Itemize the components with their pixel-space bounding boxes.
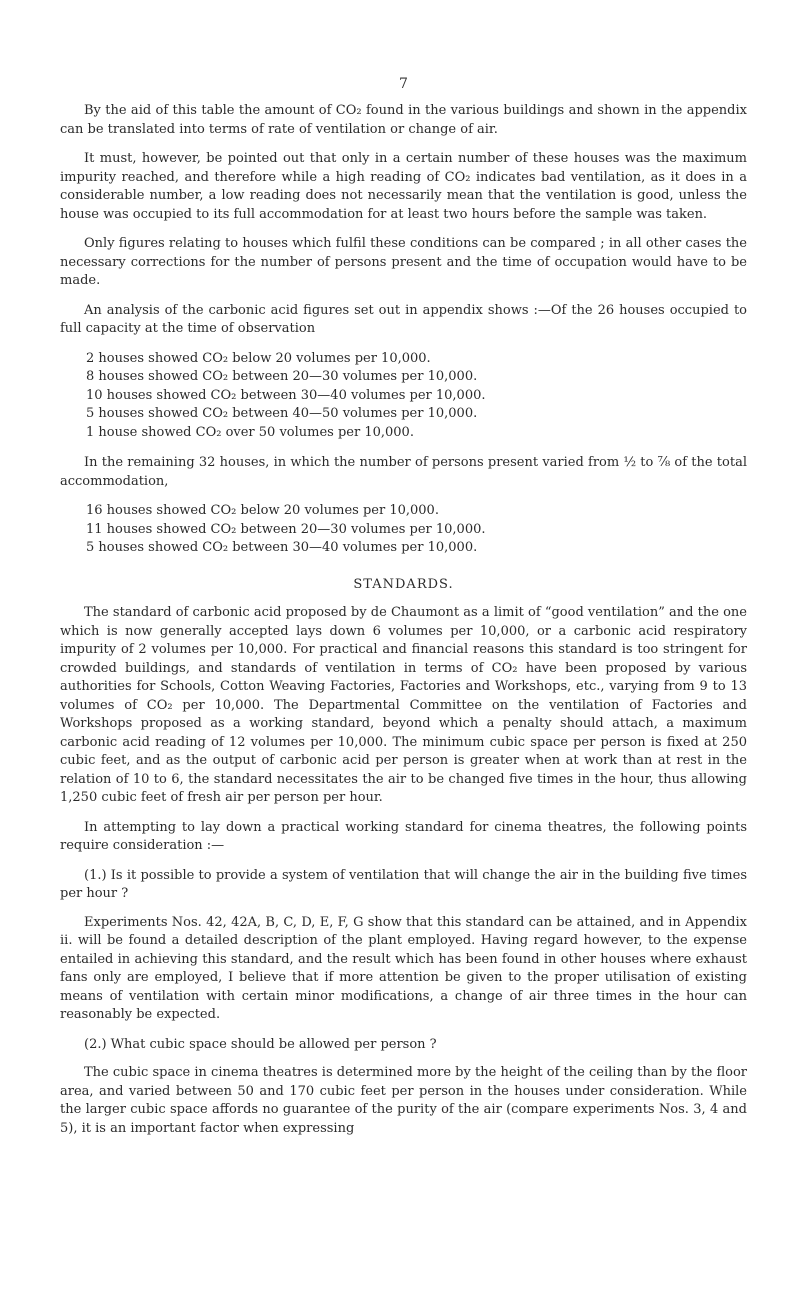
paragraph-cubic-space: The cubic space in cinema theatres is determined more by the height of the ceiling than by the floor area, and varied between 50 and 170 cubic feet per person in the houses under consideration. While the larger cubic space affords no guarantee of the purity of the air (compare experiments Nos. 3, 4 and 5), it is an important factor when expressing <box>60 1065 747 1136</box>
paragraph-working-standard-intro: In attempting to lay down a practical working standard for cinema theatres, the following points require consideration :— <box>60 819 747 853</box>
page-body <box>60 102 747 1149</box>
paragraph-table-translation: By the aid of this table the amount of CO₂ found in the various buildings and shown in the appendix can be translated into terms of rate of ventilation or change of air. <box>60 103 747 137</box>
list-item: 5 houses showed CO₂ between 40—50 volumes per 10,000. <box>86 406 478 421</box>
paragraph-remaining-houses: In the remaining 32 houses, in which the number of persons present varied from ½ to ⅞ of the total accommodation, <box>60 455 747 489</box>
paragraph-analysis-intro: An analysis of the carbonic acid figures set out in appendix shows :—Of the 26 houses occupied to full capacity at the time of observation <box>60 302 747 336</box>
list-item: 1 house showed CO₂ over 50 volumes per 10,000. <box>86 424 414 440</box>
list-item: 5 houses showed CO₂ between 30—40 volumes per 10,000. <box>86 540 478 555</box>
partial-capacity-results-list <box>86 502 747 558</box>
list-item: 8 houses showed CO₂ between 20—30 volumes per 10,000. <box>86 369 478 384</box>
document-page <box>60 0 747 1302</box>
paragraph-maximum-impurity: It must, however, be pointed out that only in a certain number of these houses was the maximum impurity reached, and therefore while a high reading of CO₂ indicates bad ventilation, as it does in a considerable number, a low reading does not necessarily mean that the ventilation is good, unless the house was occupied to its full accommodation for at least two hours before the sample was taken. <box>60 151 747 222</box>
question-ventilation-system: (1.) Is it possible to provide a system of ventilation that will change the air in the building five times per hour ? <box>60 867 747 901</box>
list-item: 11 houses showed CO₂ between 20—30 volumes per 10,000. <box>86 521 486 537</box>
page-number: 7 <box>399 76 408 92</box>
full-capacity-results-list <box>86 350 747 443</box>
paragraph-comparison-conditions: Only figures relating to houses which fulfil these conditions can be compared ; in all other cases the necessary corrections for the number of persons present and the time of occupation would have to be made. <box>60 236 747 288</box>
list-item: 10 houses showed CO₂ between 30—40 volumes per 10,000. <box>86 387 486 403</box>
section-heading-standards: STANDARDS. <box>353 576 454 592</box>
list-item: 16 houses showed CO₂ below 20 volumes per 10,000. <box>86 503 439 518</box>
question-cubic-space: (2.) What cubic space should be allowed per person ? <box>84 1036 437 1052</box>
paragraph-standard-de-chaumont: The standard of carbonic acid proposed by de Chaumont as a limit of “good ventilation” and the one which is now generally accepted lays down 6 volumes per 10,000, or a carbonic acid respiratory impurity of 2 volumes per 10,000. For practical and financial reasons this standard is too stringent for crowded buildings, and standards of ventilation in terms of CO₂ have been proposed by various authorities for Schools, Cotton Weaving Factories, Factories and Workshops, etc., varying from 9 to 13 volumes of CO₂ per 10,000. The Departmental Committee on the ventilation of Factories and Workshops proposed as a working standard, beyond which a penalty should attach, a maximum carbonic acid reading of 12 volumes per 10,000. The minimum cubic space per person is fixed at 250 cubic feet, and as the output of carbonic acid per person is greater when at work than at rest in the relation of 10 to 6, the standard necessitates the air to be changed five times in the hour, thus allowing 1,250 cubic feet of fresh air per person per hour. <box>60 605 747 805</box>
list-item: 2 houses showed CO₂ below 20 volumes per 10,000. <box>86 350 431 366</box>
paragraph-experiments: Experiments Nos. 42, 42A, B, C, D, E, F, G show that this standard can be attained, and in Appendix ii. will be found a detailed description of the plant employed. Having regard however, to the expense entailed in achieving this standard, and the result which has been found in other houses where exhaust fans only are employed, I believe that if more attention be given to the proper utilisation of existing means of ventilation with certain minor modifications, a change of air three times in the hour can reasonably be expected. <box>60 914 747 1022</box>
